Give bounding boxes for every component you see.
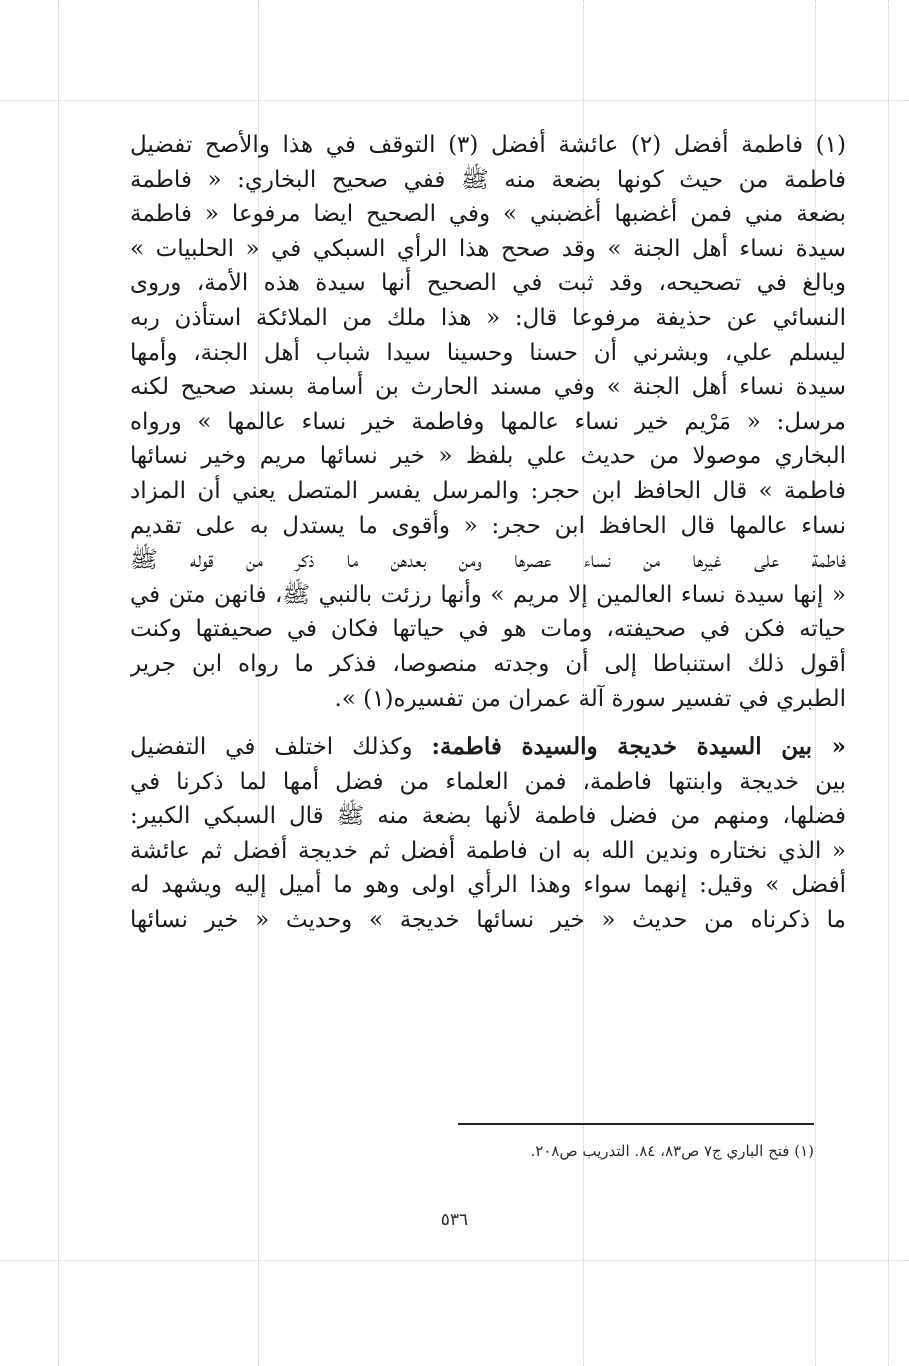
section-heading-rest: وكذلك اختلف في التفضيل bbox=[130, 734, 413, 761]
page-number: ٥٣٦ bbox=[440, 1210, 469, 1230]
guide-line bbox=[888, 0, 889, 1366]
text-line: سيدة نساء أهل الجنة » وقد صحح هذا الرأي السبكي في « الحلبيات » bbox=[130, 235, 846, 262]
text-line: سيدة نساء أهل الجنة » وفي مسند الحارث بن أسامة بسند صحيح لكنه bbox=[130, 374, 846, 401]
paragraph-2 bbox=[130, 730, 846, 938]
text-line: وبالغ في تصحيحه، وقد ثبت في الصحيح أنها سيدة هذه الأمة، وروى bbox=[130, 270, 846, 297]
footnote-divider bbox=[458, 1123, 814, 1125]
text-line: أقول ذلك استنباطا إلى أن وجدته منصوصا، فذكر ما رواه ابن جرير bbox=[130, 650, 846, 677]
guide-line bbox=[58, 0, 59, 1366]
guide-line bbox=[0, 100, 909, 101]
text-line: النسائي عن حذيفة مرفوعا قال: « هذا ملك من الملائكة استأذن ربه bbox=[130, 304, 846, 331]
text-line: ما ذكرناه من حديث « خير نسائها خديجة » وحديث « خير نسائها bbox=[130, 907, 846, 934]
text-line bbox=[130, 730, 846, 765]
page-body bbox=[130, 128, 846, 938]
text-line: فاطمة من حيث كونها بضعة منه ﷺ ففي صحيح البخاري: « فاطمة bbox=[130, 166, 846, 193]
section-heading: « بين السيدة خديجة والسيدة فاطمة: bbox=[431, 733, 846, 761]
text-line: ليسلم علي، وبشرني أن حسنا وحسينا سيدا شباب أهل الجنة، وأمها bbox=[130, 339, 846, 366]
text-line: الطبري في تفسير سورة آلة عمران من تفسيره(١) ». bbox=[334, 685, 846, 712]
text-line: فضلها، ومنهم من فضل فاطمة لأنها بضعة منه ﷺ قال السبكي الكبير: bbox=[130, 803, 846, 830]
footnote: (١) فتح الباري ج٧ ص٨٣، ٨٤. التدريب ص٢٠٨. bbox=[530, 1142, 814, 1160]
text-line: حياته فكن في صحيفته، ومات هو في حياتها فكان في صحيفتها وكنت bbox=[130, 616, 846, 643]
text-line: مرسل: « مَرْيم خير نساء عالمها وفاطمة خير نساء عالمها » ورواه bbox=[130, 408, 846, 435]
text-line: « الذي نختاره وندين الله به ان فاطمة أفضل ثم خديجة أفضل ثم عائشة bbox=[130, 837, 846, 864]
text-line: بين خديجة وابنتها فاطمة، فمن العلماء من فضل أمها لما ذكرنا في bbox=[130, 768, 846, 795]
text-line: فاطمة » قال الحافظ ابن حجر: والمرسل يفسر المتصل يعني أن المزاد bbox=[130, 477, 846, 504]
text-line: (١) فاطمة أفضل (٢) عائشة أفضل (٣) التوقف في هذا والأصح تفضيل bbox=[130, 132, 846, 158]
text-line: فاطمة على غيرها من نساء عصرها ومن بعدهن ما ذكر من قوله ﷺ bbox=[130, 547, 846, 574]
text-line: البخاري موصولا من حديث علي بلفظ « خير نسائها مريم وخير نسائها bbox=[130, 443, 846, 470]
guide-line bbox=[0, 1260, 909, 1261]
paragraph-1 bbox=[130, 128, 846, 716]
text-line: « إنها سيدة نساء العالمين إلا مريم » وأنها رزئت بالنبي ﷺ، فانهن متن في bbox=[130, 581, 846, 608]
text-line: أفضل » وقيل: إنهما سواء وهذا الرأي اولى وهو ما أميل إليه ويشهد له bbox=[130, 872, 846, 899]
text-line: نساء عالمها قال الحافظ ابن حجر: « وأقوى ما يستدل به على تقديم bbox=[130, 512, 846, 539]
text-line: بضعة مني فمن أغضبها أغضبني » وفي الصحيح ايضا مرفوعا « فاطمة bbox=[130, 201, 846, 228]
